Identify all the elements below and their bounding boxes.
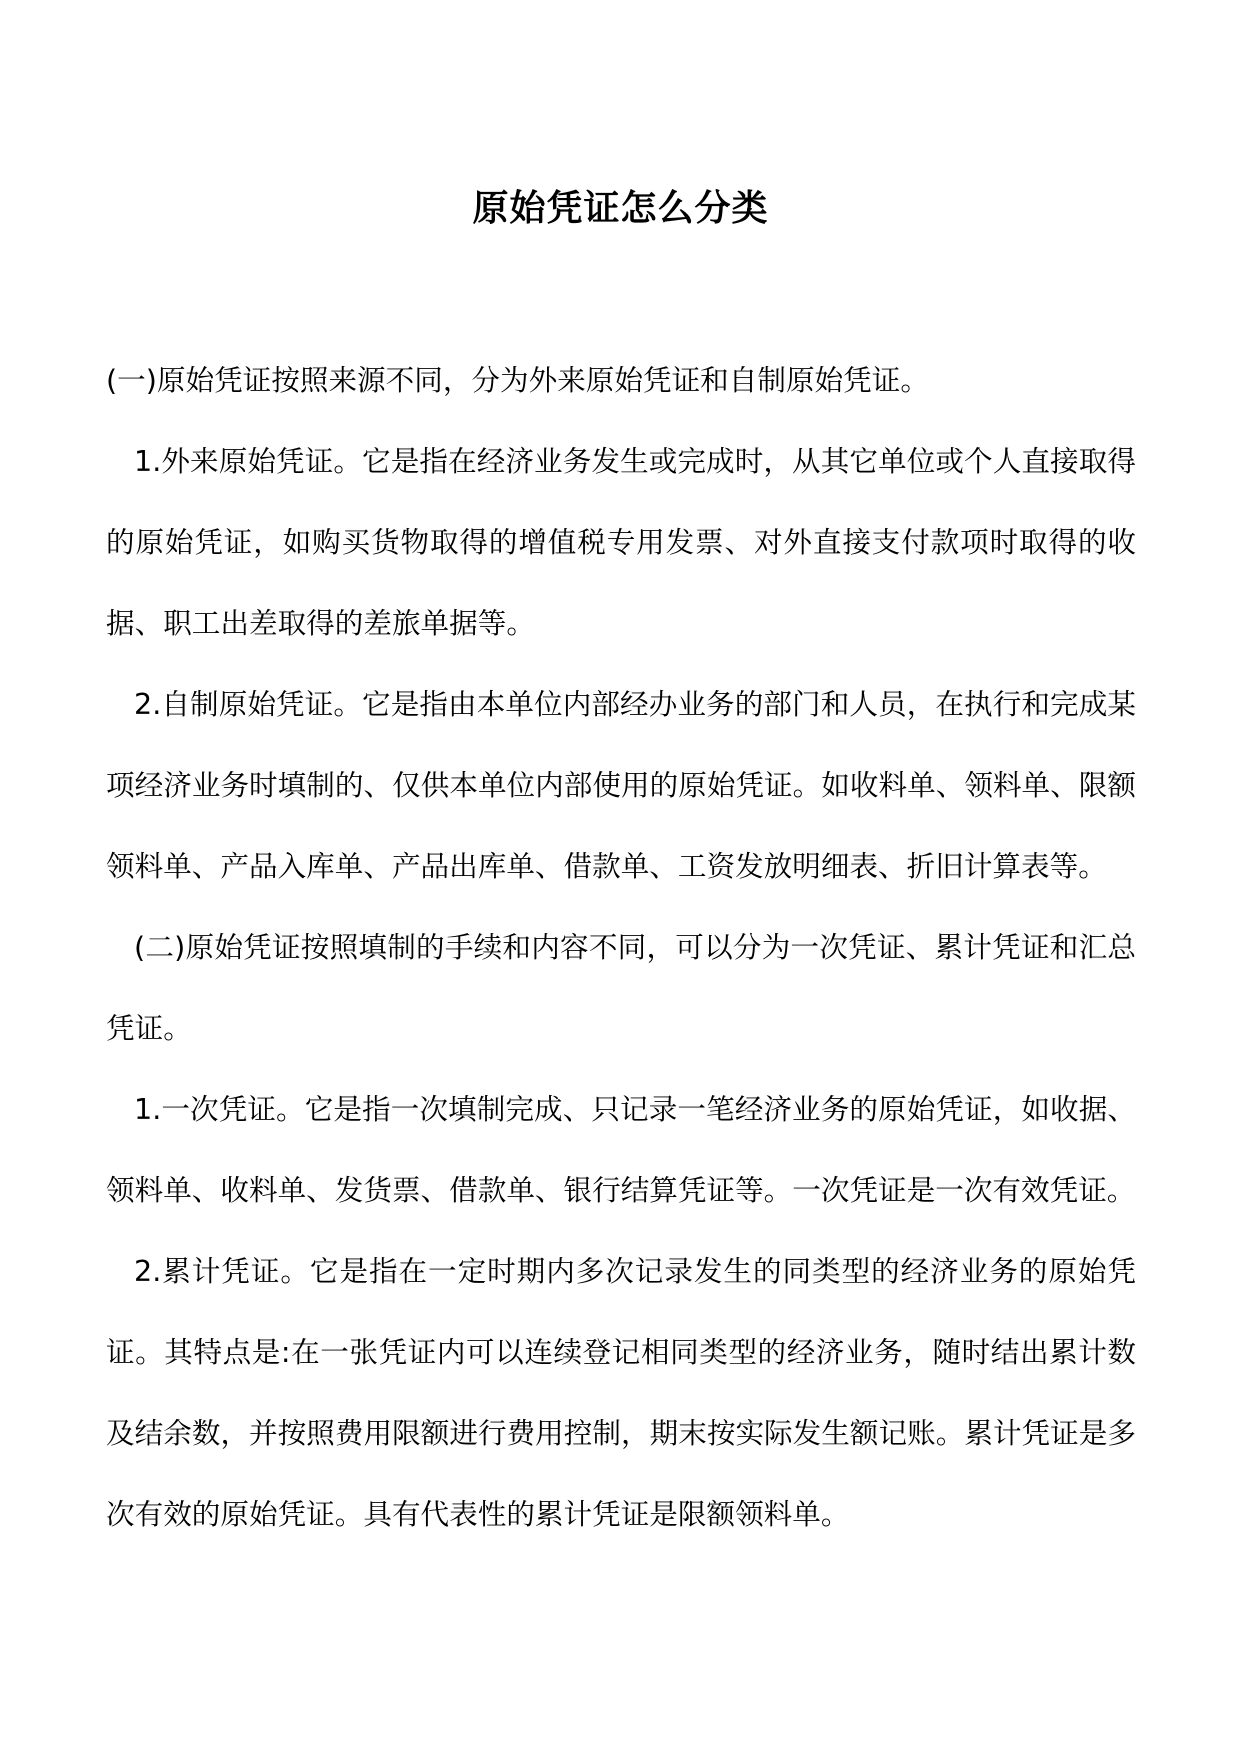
paragraph-internal-voucher: 2.自制原始凭证。它是指由本单位内部经办业务的部门和人员，在执行和完成某项经济业务时填制的、仅供本单位内部使用的原始凭证。如收料单、领料单、限额领料单、产品入库单、产品出库单、借款单、工资发放明细表、折旧计算表等。 xyxy=(106,687,1136,883)
document-body xyxy=(106,340,1136,1555)
document-title: 原始凭证怎么分类 xyxy=(472,188,769,230)
paragraph-section-2-heading: (二)原始凭证按照填制的手续和内容不同，可以分为一次凭证、累计凭证和汇总凭证。 xyxy=(106,930,1136,1045)
paragraph-one-time-voucher: 1.一次凭证。它是指一次填制完成、只记录一笔经济业务的原始凭证，如收据、领料单、收料单、发货票、借款单、银行结算凭证等。一次凭证是一次有效凭证。 xyxy=(106,1092,1136,1207)
paragraph-section-1-heading: (一)原始凭证按照来源不同，分为外来原始凭证和自制原始凭证。 xyxy=(106,363,929,397)
paragraph-cumulative-voucher: 2.累计凭证。它是指在一定时期内多次记录发生的同类型的经济业务的原始凭证。其特点是:在一张凭证内可以连续登记相同类型的经济业务，随时结出累计数及结余数，并按照费用限额进行费用控制，期末按实际发生额记账。累计凭证是多次有效的原始凭证。具有代表性的累计凭证是限额领料单。 xyxy=(106,1254,1136,1531)
paragraph-external-voucher: 1.外来原始凭证。它是指在经济业务发生或完成时，从其它单位或个人直接取得的原始凭证，如购买货物取得的增值税专用发票、对外直接支付款项时取得的收据、职工出差取得的差旅单据等。 xyxy=(106,444,1136,640)
